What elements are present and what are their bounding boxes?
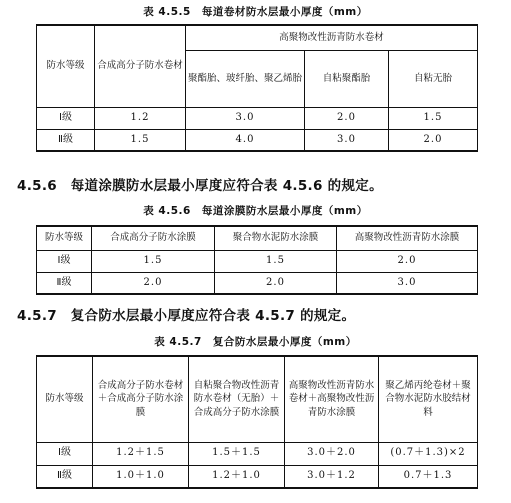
value-cell: 1.5 xyxy=(95,129,186,151)
column-header: 合成高分子防水涂膜 xyxy=(92,226,215,250)
grade-header: 防水等级 xyxy=(37,356,93,442)
grade-header: 防水等级 xyxy=(37,25,95,107)
value-cell: 3.0 xyxy=(337,272,478,294)
column-header: 自粘聚合物改性沥青防水卷材（无胎）＋合成高分子防水涂膜 xyxy=(189,356,285,442)
value-cell: 1.2＋1.5 xyxy=(93,442,189,465)
value-cell: 3.0＋1.2 xyxy=(285,465,379,488)
table-row xyxy=(37,129,478,151)
grade-cell: Ⅱ级 xyxy=(37,272,92,294)
value-cell: 2.0 xyxy=(337,250,478,272)
sub-header: 自粘无胎 xyxy=(389,50,478,107)
clause-4-5-7: 4.5.7 复合防水层最小厚度应符合表 4.5.7 的规定。 xyxy=(17,308,356,324)
table-4-5-5-caption: 表 4.5.5 每道卷材防水层最小厚度（mm） xyxy=(143,6,368,18)
sub-header: 聚酯胎、玻纤胎、聚乙烯胎 xyxy=(186,50,305,107)
table-row xyxy=(37,465,478,488)
value-cell: 2.0 xyxy=(215,272,337,294)
table-4-5-5 xyxy=(36,24,478,152)
table-4-5-7-caption: 表 4.5.7 复合防水层最小厚度（mm） xyxy=(154,336,357,348)
value-cell: 3.0 xyxy=(305,129,389,151)
column-header: 聚乙烯丙纶卷材＋聚合物水泥防水胶结材料 xyxy=(379,356,478,442)
value-cell: 0.7＋1.3 xyxy=(379,465,478,488)
grade-cell: Ⅱ级 xyxy=(37,129,95,151)
value-cell: 3.0 xyxy=(186,107,305,129)
value-cell: 1.5 xyxy=(92,250,215,272)
value-cell: 1.2 xyxy=(95,107,186,129)
value-cell: (0.7＋1.3)×2 xyxy=(379,442,478,465)
table-4-5-7 xyxy=(36,355,478,489)
table-row xyxy=(37,250,478,272)
value-cell: 1.0＋1.0 xyxy=(93,465,189,488)
grade-header: 防水等级 xyxy=(37,226,92,250)
value-cell: 4.0 xyxy=(186,129,305,151)
table-row xyxy=(37,442,478,465)
value-cell: 1.5 xyxy=(389,107,478,129)
table-row xyxy=(37,107,478,129)
column-header: 高聚物改性沥青防水卷材＋高聚物改性沥青防水涂膜 xyxy=(285,356,379,442)
table-4-5-6-caption: 表 4.5.6 每道涂膜防水层最小厚度（mm） xyxy=(143,205,368,217)
column-header: 高聚物改性沥青防水涂膜 xyxy=(337,226,478,250)
grade-cell: Ⅰ级 xyxy=(37,250,92,272)
value-cell: 1.5 xyxy=(215,250,337,272)
grade-cell: Ⅰ级 xyxy=(37,107,95,129)
value-cell: 1.5＋1.5 xyxy=(189,442,285,465)
value-cell: 3.0＋2.0 xyxy=(285,442,379,465)
column-header: 聚合物水泥防水涂膜 xyxy=(215,226,337,250)
value-cell: 2.0 xyxy=(389,129,478,151)
column-header: 合成高分子防水卷材＋合成高分子防水涂膜 xyxy=(93,356,189,442)
clause-4-5-6: 4.5.6 每道涂膜防水层最小厚度应符合表 4.5.6 的规定。 xyxy=(17,178,383,194)
grade-cell: Ⅱ级 xyxy=(37,465,93,488)
value-cell: 2.0 xyxy=(305,107,389,129)
grade-cell: Ⅰ级 xyxy=(37,442,93,465)
modified-bitumen-sheet-header: 高聚物改性沥青防水卷材 xyxy=(186,25,478,50)
table-4-5-6 xyxy=(36,225,478,295)
sub-header: 自粘聚酯胎 xyxy=(305,50,389,107)
value-cell: 2.0 xyxy=(92,272,215,294)
value-cell: 1.2＋1.0 xyxy=(189,465,285,488)
polymer-sheet-header: 合成高分子防水卷材 xyxy=(95,25,186,107)
table-row xyxy=(37,272,478,294)
